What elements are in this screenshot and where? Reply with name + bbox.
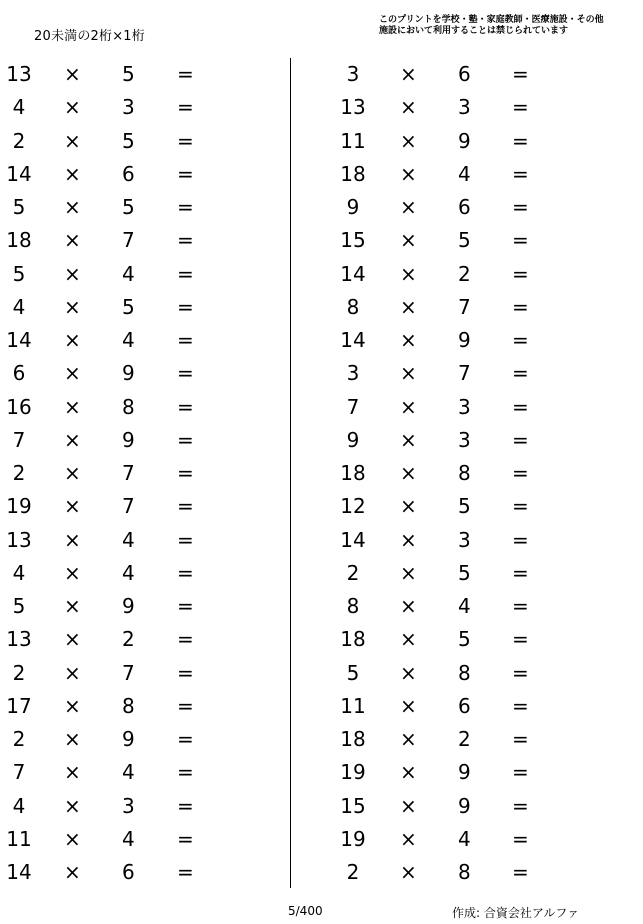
second-operand: 3	[458, 394, 471, 419]
multiply-sign: ×	[64, 261, 81, 286]
multiply-sign: ×	[400, 427, 417, 452]
problem-row	[0, 392, 200, 422]
page-number: 5/400	[288, 904, 323, 918]
multiply-sign: ×	[400, 161, 417, 186]
problem-row	[336, 192, 536, 222]
problem-row	[0, 92, 200, 122]
problem-row	[336, 791, 536, 821]
multiply-sign: ×	[400, 727, 417, 751]
problem-row	[336, 757, 536, 787]
multiply-sign: ×	[400, 860, 417, 884]
first-operand: 2	[12, 660, 26, 685]
first-operand: 18	[6, 228, 32, 253]
second-operand: 7	[122, 461, 135, 485]
equals-sign: =	[177, 693, 194, 718]
multiply-sign: ×	[64, 195, 81, 219]
equals-sign: =	[512, 62, 529, 86]
equals-sign: =	[177, 793, 194, 818]
second-operand: 4	[122, 560, 135, 585]
first-operand: 18	[340, 461, 366, 485]
second-operand: 8	[122, 693, 135, 718]
first-operand: 7	[12, 427, 26, 452]
problem-row	[0, 225, 200, 255]
first-operand: 4	[12, 294, 26, 319]
equals-sign: =	[177, 494, 194, 519]
equals-sign: =	[512, 427, 529, 452]
equals-sign: =	[177, 95, 194, 120]
first-operand: 14	[6, 161, 32, 186]
worksheet-title: 20未満の2桁×1桁	[34, 29, 145, 44]
multiply-sign: ×	[64, 461, 81, 485]
second-operand: 4	[122, 760, 135, 785]
problem-row	[336, 824, 536, 854]
second-operand: 9	[122, 361, 135, 386]
equals-sign: =	[177, 627, 194, 652]
second-operand: 6	[458, 195, 471, 219]
multiply-sign: ×	[400, 128, 417, 153]
equals-sign: =	[512, 826, 529, 851]
multiply-sign: ×	[64, 494, 81, 519]
equals-sign: =	[177, 560, 194, 585]
problem-row	[336, 658, 536, 688]
problem-row	[0, 458, 200, 488]
second-operand: 8	[458, 660, 471, 685]
problem-row	[0, 658, 200, 688]
equals-sign: =	[177, 660, 194, 685]
problem-row	[336, 259, 536, 289]
equals-sign: =	[512, 261, 529, 286]
equals-sign: =	[177, 195, 194, 219]
second-operand: 9	[458, 760, 471, 785]
second-operand: 4	[458, 594, 471, 618]
second-operand: 5	[458, 560, 471, 585]
equals-sign: =	[177, 860, 194, 884]
multiply-sign: ×	[400, 228, 417, 253]
second-operand: 2	[458, 727, 471, 751]
equals-sign: =	[512, 128, 529, 153]
equals-sign: =	[177, 128, 194, 153]
multiply-sign: ×	[64, 95, 81, 120]
problem-row	[0, 292, 200, 322]
first-operand: 13	[6, 62, 32, 86]
equals-sign: =	[177, 361, 194, 386]
second-operand: 4	[122, 261, 135, 286]
multiply-sign: ×	[400, 294, 417, 319]
problem-row	[336, 724, 536, 754]
multiply-sign: ×	[400, 627, 417, 652]
multiply-sign: ×	[400, 261, 417, 286]
multiply-sign: ×	[64, 161, 81, 186]
usage-notice-line: 施設において利用することは禁じられています	[379, 26, 569, 36]
problem-row	[0, 358, 200, 388]
second-operand: 5	[122, 195, 135, 219]
first-operand: 18	[340, 627, 366, 652]
usage-notice	[379, 15, 604, 37]
second-operand: 2	[122, 627, 135, 652]
multiply-sign: ×	[64, 760, 81, 785]
problem-row	[336, 126, 536, 156]
multiply-sign: ×	[64, 693, 81, 718]
equals-sign: =	[177, 328, 194, 352]
problem-row	[336, 591, 536, 621]
equals-sign: =	[177, 62, 194, 86]
first-operand: 19	[6, 494, 32, 519]
equals-sign: =	[177, 161, 194, 186]
problem-row	[0, 491, 200, 521]
equals-sign: =	[177, 228, 194, 253]
second-operand: 4	[122, 826, 135, 851]
second-operand: 5	[458, 228, 471, 253]
first-operand: 14	[340, 527, 366, 552]
first-operand: 11	[340, 693, 366, 718]
equals-sign: =	[177, 826, 194, 851]
first-operand: 4	[12, 793, 26, 818]
problem-row	[0, 259, 200, 289]
second-operand: 7	[458, 361, 471, 386]
second-operand: 6	[122, 161, 135, 186]
second-operand: 5	[122, 294, 135, 319]
problem-row	[0, 591, 200, 621]
problem-row	[336, 691, 536, 721]
multiply-sign: ×	[400, 361, 417, 386]
problem-row	[336, 425, 536, 455]
multiply-sign: ×	[64, 128, 81, 153]
problem-row	[336, 358, 536, 388]
first-operand: 18	[340, 727, 366, 751]
first-operand: 13	[340, 95, 366, 120]
equals-sign: =	[177, 461, 194, 485]
equals-sign: =	[512, 527, 529, 552]
multiply-sign: ×	[64, 860, 81, 884]
first-operand: 3	[346, 62, 360, 86]
second-operand: 6	[458, 693, 471, 718]
equals-sign: =	[512, 727, 529, 751]
equals-sign: =	[512, 760, 529, 785]
first-operand: 6	[12, 361, 26, 386]
multiply-sign: ×	[400, 693, 417, 718]
equals-sign: =	[177, 727, 194, 751]
second-operand: 9	[458, 128, 471, 153]
second-operand: 9	[122, 427, 135, 452]
first-operand: 18	[340, 161, 366, 186]
first-operand: 13	[6, 527, 32, 552]
multiply-sign: ×	[64, 62, 81, 86]
second-operand: 5	[122, 128, 135, 153]
first-operand: 16	[6, 394, 32, 419]
problem-row	[0, 757, 200, 787]
second-operand: 4	[122, 527, 135, 552]
equals-sign: =	[177, 527, 194, 552]
first-operand: 5	[12, 261, 26, 286]
second-operand: 9	[122, 727, 135, 751]
first-operand: 19	[340, 826, 366, 851]
problem-row	[0, 691, 200, 721]
second-operand: 4	[458, 826, 471, 851]
equals-sign: =	[512, 594, 529, 618]
problem-row	[336, 325, 536, 355]
problem-row	[0, 425, 200, 455]
first-operand: 8	[346, 294, 360, 319]
equals-sign: =	[512, 560, 529, 585]
multiply-sign: ×	[64, 228, 81, 253]
second-operand: 8	[458, 461, 471, 485]
first-operand: 14	[6, 860, 32, 884]
first-operand: 11	[6, 826, 32, 851]
first-operand: 2	[346, 860, 360, 884]
problem-row	[0, 126, 200, 156]
problem-row	[336, 92, 536, 122]
usage-notice-line: このプリントを学校・塾・家庭教師・医療施設・その他	[379, 15, 604, 25]
first-operand: 2	[346, 560, 360, 585]
problem-row	[336, 458, 536, 488]
multiply-sign: ×	[400, 527, 417, 552]
first-operand: 14	[6, 328, 32, 352]
multiply-sign: ×	[64, 660, 81, 685]
first-operand: 15	[340, 228, 366, 253]
multiply-sign: ×	[64, 294, 81, 319]
second-operand: 4	[122, 328, 135, 352]
multiply-sign: ×	[400, 594, 417, 618]
equals-sign: =	[512, 361, 529, 386]
first-operand: 9	[346, 195, 360, 219]
second-operand: 9	[122, 594, 135, 618]
equals-sign: =	[177, 427, 194, 452]
equals-sign: =	[512, 394, 529, 419]
second-operand: 5	[458, 627, 471, 652]
second-operand: 8	[458, 860, 471, 884]
multiply-sign: ×	[400, 328, 417, 352]
problem-row	[336, 525, 536, 555]
equals-sign: =	[512, 95, 529, 120]
second-operand: 3	[122, 95, 135, 120]
equals-sign: =	[512, 793, 529, 818]
problem-row	[336, 225, 536, 255]
problem-row	[336, 857, 536, 887]
multiply-sign: ×	[64, 394, 81, 419]
equals-sign: =	[177, 760, 194, 785]
equals-sign: =	[512, 627, 529, 652]
multiply-sign: ×	[64, 594, 81, 618]
second-operand: 6	[458, 62, 471, 86]
multiply-sign: ×	[400, 95, 417, 120]
problem-row	[336, 292, 536, 322]
equals-sign: =	[177, 261, 194, 286]
second-operand: 7	[122, 494, 135, 519]
second-operand: 7	[122, 660, 135, 685]
second-operand: 4	[458, 161, 471, 186]
multiply-sign: ×	[400, 760, 417, 785]
second-operand: 3	[122, 793, 135, 818]
second-operand: 9	[458, 793, 471, 818]
equals-sign: =	[512, 195, 529, 219]
multiply-sign: ×	[64, 361, 81, 386]
problem-row	[336, 159, 536, 189]
problem-row	[0, 325, 200, 355]
multiply-sign: ×	[64, 560, 81, 585]
problem-row	[336, 491, 536, 521]
problem-row	[0, 724, 200, 754]
first-operand: 15	[340, 793, 366, 818]
second-operand: 7	[458, 294, 471, 319]
problem-row	[0, 624, 200, 654]
problem-row	[336, 59, 536, 89]
second-operand: 5	[122, 62, 135, 86]
second-operand: 3	[458, 95, 471, 120]
problem-row	[0, 525, 200, 555]
equals-sign: =	[177, 594, 194, 618]
multiply-sign: ×	[64, 527, 81, 552]
multiply-sign: ×	[400, 494, 417, 519]
second-operand: 5	[458, 494, 471, 519]
multiply-sign: ×	[400, 461, 417, 485]
column-divider	[290, 58, 291, 888]
multiply-sign: ×	[64, 627, 81, 652]
multiply-sign: ×	[400, 394, 417, 419]
equals-sign: =	[512, 161, 529, 186]
problem-row	[0, 857, 200, 887]
equals-sign: =	[512, 693, 529, 718]
multiply-sign: ×	[64, 328, 81, 352]
first-operand: 13	[6, 627, 32, 652]
equals-sign: =	[512, 461, 529, 485]
multiply-sign: ×	[400, 195, 417, 219]
first-operand: 8	[346, 594, 360, 618]
problem-row	[336, 392, 536, 422]
equals-sign: =	[512, 660, 529, 685]
problem-row	[0, 791, 200, 821]
first-operand: 2	[12, 727, 26, 751]
multiply-sign: ×	[64, 427, 81, 452]
second-operand: 2	[458, 261, 471, 286]
first-operand: 4	[12, 95, 26, 120]
multiply-sign: ×	[400, 660, 417, 685]
equals-sign: =	[512, 494, 529, 519]
second-operand: 7	[122, 228, 135, 253]
first-operand: 19	[340, 760, 366, 785]
first-operand: 4	[12, 560, 26, 585]
author-credit: 作成: 合資会社アルファ	[452, 906, 580, 920]
problem-row	[0, 824, 200, 854]
second-operand: 8	[122, 394, 135, 419]
first-operand: 3	[346, 361, 360, 386]
equals-sign: =	[177, 394, 194, 419]
first-operand: 2	[12, 128, 26, 153]
equals-sign: =	[512, 328, 529, 352]
equals-sign: =	[177, 294, 194, 319]
multiply-sign: ×	[64, 727, 81, 751]
first-operand: 7	[12, 760, 26, 785]
multiply-sign: ×	[64, 826, 81, 851]
first-operand: 2	[12, 461, 26, 485]
first-operand: 7	[346, 394, 360, 419]
first-operand: 9	[346, 427, 360, 452]
equals-sign: =	[512, 860, 529, 884]
problem-row	[0, 159, 200, 189]
problem-row	[0, 558, 200, 588]
multiply-sign: ×	[400, 826, 417, 851]
first-operand: 17	[6, 693, 32, 718]
first-operand: 14	[340, 261, 366, 286]
second-operand: 3	[458, 527, 471, 552]
equals-sign: =	[512, 294, 529, 319]
first-operand: 5	[346, 660, 360, 685]
first-operand: 5	[12, 195, 26, 219]
second-operand: 3	[458, 427, 471, 452]
first-operand: 11	[340, 128, 366, 153]
problem-row	[336, 624, 536, 654]
problem-row	[0, 192, 200, 222]
first-operand: 5	[12, 594, 26, 618]
second-operand: 6	[122, 860, 135, 884]
multiply-sign: ×	[400, 560, 417, 585]
problem-row	[336, 558, 536, 588]
problem-row	[0, 59, 200, 89]
multiply-sign: ×	[64, 793, 81, 818]
second-operand: 9	[458, 328, 471, 352]
first-operand: 14	[340, 328, 366, 352]
first-operand: 12	[340, 494, 366, 519]
multiply-sign: ×	[400, 62, 417, 86]
equals-sign: =	[512, 228, 529, 253]
multiply-sign: ×	[400, 793, 417, 818]
